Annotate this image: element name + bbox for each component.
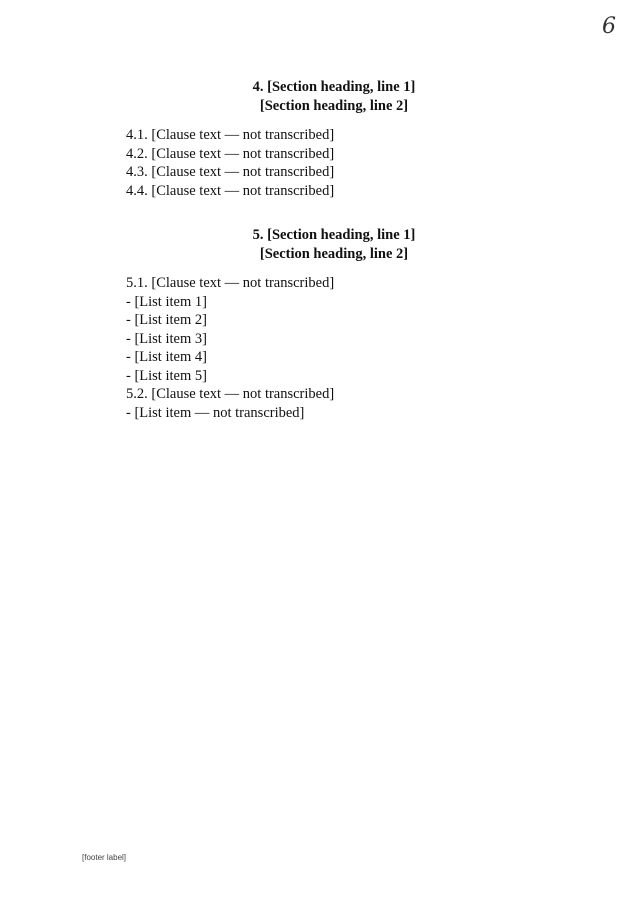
section-5-heading-line-1: 5. [Section heading, line 1] (252, 227, 416, 243)
paragraph-5-2: 5.2. [Clause text — not transcribed] (126, 386, 335, 402)
list-item-3: - [List item 3] (126, 330, 207, 347)
section-5-heading-line-2: [Section heading, line 2] (259, 246, 409, 262)
section-4-heading (80, 78, 588, 116)
list-item-5-2-1: - [List item — not transcribed] (126, 404, 305, 421)
list-item-5: - [List item 5] (126, 367, 207, 384)
section-spacer (80, 200, 588, 218)
paragraph-4-4: 4.4. [Clause text — not transcribed] (126, 182, 335, 199)
handwritten-page-number: 6 (602, 14, 616, 39)
section-4-heading-line-1: 4. [Section heading, line 1] (252, 79, 416, 95)
paragraph-5-1: 5.1. [Clause text — not transcribed] (126, 275, 335, 291)
paragraph-4-2: 4.2. [Clause text — not transcribed] (126, 145, 335, 162)
paragraph-4-1: 4.1. [Clause text — not transcribed] (126, 127, 335, 143)
section-5-heading (80, 226, 588, 264)
list-item-4: - [List item 4] (126, 349, 207, 365)
section-4-heading-line-2: [Section heading, line 2] (259, 98, 409, 114)
paragraph-4-3: 4.3. [Clause text — not transcribed] (126, 164, 335, 180)
list-item-1: - [List item 1] (126, 293, 207, 310)
footer-label: [footer label] (82, 853, 127, 862)
list-item-2: - [List item 2] (126, 312, 207, 328)
